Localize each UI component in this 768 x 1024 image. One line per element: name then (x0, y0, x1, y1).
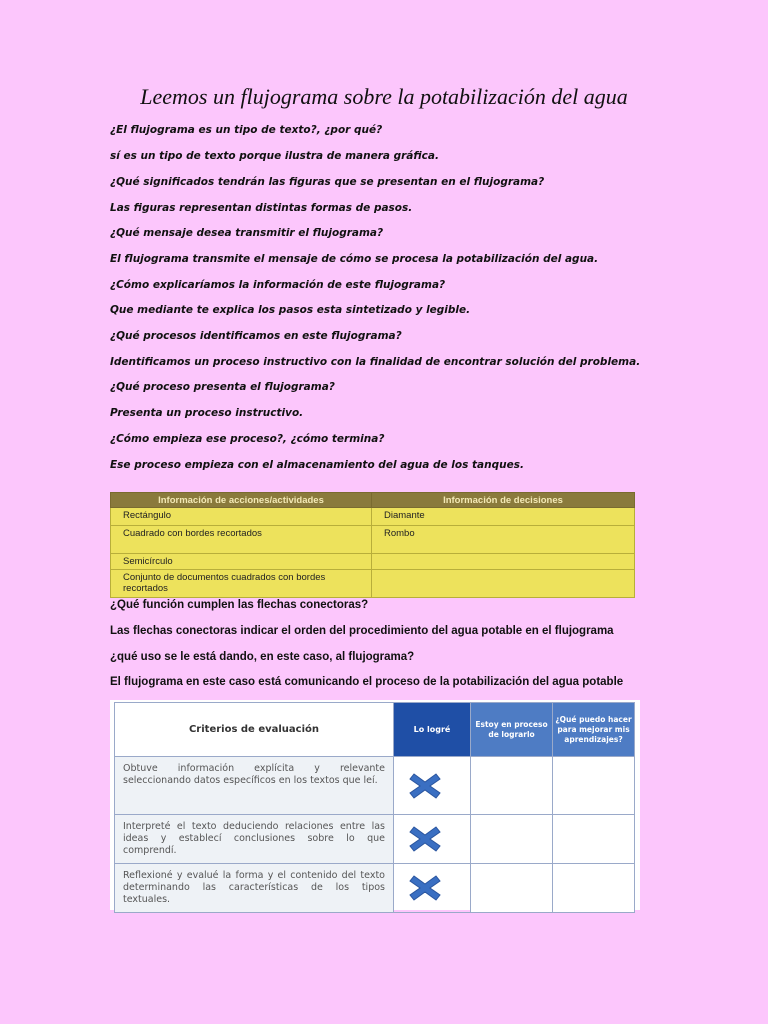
question-2: ¿Qué significados tendrán las figuras que se presentan en el flujograma? (110, 176, 545, 188)
achieved-cell[interactable] (394, 815, 471, 864)
in-progress-cell[interactable] (471, 815, 553, 864)
figures-cell: Conjunto de documentos cuadrados con bordes recortados (111, 570, 372, 598)
in-progress-header: Estoy en proceso de lograrlo (471, 703, 553, 757)
in-progress-cell[interactable] (471, 864, 553, 913)
answer-4: Que mediante te explica los pasos esta sintetizado y legible. (110, 304, 471, 316)
answer-5: Identificamos un proceso instructivo con la finalidad de encontrar solución del problema. (110, 356, 641, 368)
question-7: ¿Cómo empieza ese proceso?, ¿cómo termina? (110, 433, 385, 445)
in-progress-cell[interactable] (471, 757, 553, 815)
answer-3: El flujograma transmite el mensaje de cómo se procesa la potabilización del agua. (110, 253, 599, 265)
figures-cell: Diamante (372, 508, 635, 526)
answer-6: Presenta un proceso instructivo. (110, 407, 304, 419)
achieved-cell[interactable] (394, 864, 471, 913)
answer-8: Las flechas conectoras indicar el orden del procedimiento del agua potable en el flujograma (110, 625, 614, 637)
criterion-1: Obtuve información explícita y relevante seleccionando datos específicos en los textos que leí. (115, 757, 394, 815)
figures-cell (372, 554, 635, 570)
evaluation-panel (110, 700, 640, 910)
figures-cell (372, 570, 635, 598)
question-3: ¿Qué mensaje desea transmitir el flujograma? (110, 227, 384, 239)
figures-cell: Rectángulo (111, 508, 372, 526)
figures-cell: Rombo (372, 526, 635, 554)
question-9: ¿qué uso se le está dando, en este caso, al flujograma? (110, 651, 415, 663)
figures-cell: Semicírculo (111, 554, 372, 570)
figures-table (110, 492, 635, 598)
figures-header-decisions: Información de decisiones (372, 493, 635, 508)
improve-cell[interactable] (553, 864, 635, 913)
question-6: ¿Qué proceso presenta el flujograma? (110, 381, 335, 393)
x-mark-icon (408, 873, 442, 903)
page-title: Leemos un flujograma sobre la potabilización del agua (140, 84, 628, 109)
figures-header-actions: Información de acciones/actividades (111, 493, 372, 508)
x-mark-icon (408, 824, 442, 854)
criteria-header: Criterios de evaluación (115, 703, 394, 757)
criterion-3: Reflexioné y evalué la forma y el contenido del texto determinando las características de los tipos textuales. (115, 864, 394, 913)
improve-cell[interactable] (553, 757, 635, 815)
answer-1: sí es un tipo de texto porque ilustra de manera gráfica. (110, 150, 439, 162)
answer-9: El flujograma en este caso está comunicando el proceso de la potabilización del agua potable (110, 676, 624, 688)
question-5: ¿Qué procesos identificamos en este flujograma? (110, 330, 402, 342)
question-4: ¿Cómo explicaríamos la información de este flujograma? (110, 279, 446, 291)
x-mark-icon (408, 771, 442, 801)
evaluation-table (114, 702, 635, 913)
criterion-2: Interpreté el texto deduciendo relaciones entre las ideas y establecí conclusiones sobre lo que comprendí. (115, 815, 394, 864)
improve-header: ¿Qué puedo hacer para mejorar mis aprendizajes? (553, 703, 635, 757)
question-1: ¿El flujograma es un tipo de texto?, ¿por qué? (110, 124, 383, 136)
answer-7: Ese proceso empieza con el almacenamiento del agua de los tanques. (110, 459, 524, 471)
achieved-header: Lo logré (394, 703, 471, 757)
improve-cell[interactable] (553, 815, 635, 864)
question-8: ¿Qué función cumplen las flechas conectoras? (110, 599, 369, 611)
answer-2: Las figuras representan distintas formas de pasos. (110, 202, 413, 214)
figures-cell: Cuadrado con bordes recortados (111, 526, 372, 554)
achieved-cell[interactable] (394, 757, 471, 815)
